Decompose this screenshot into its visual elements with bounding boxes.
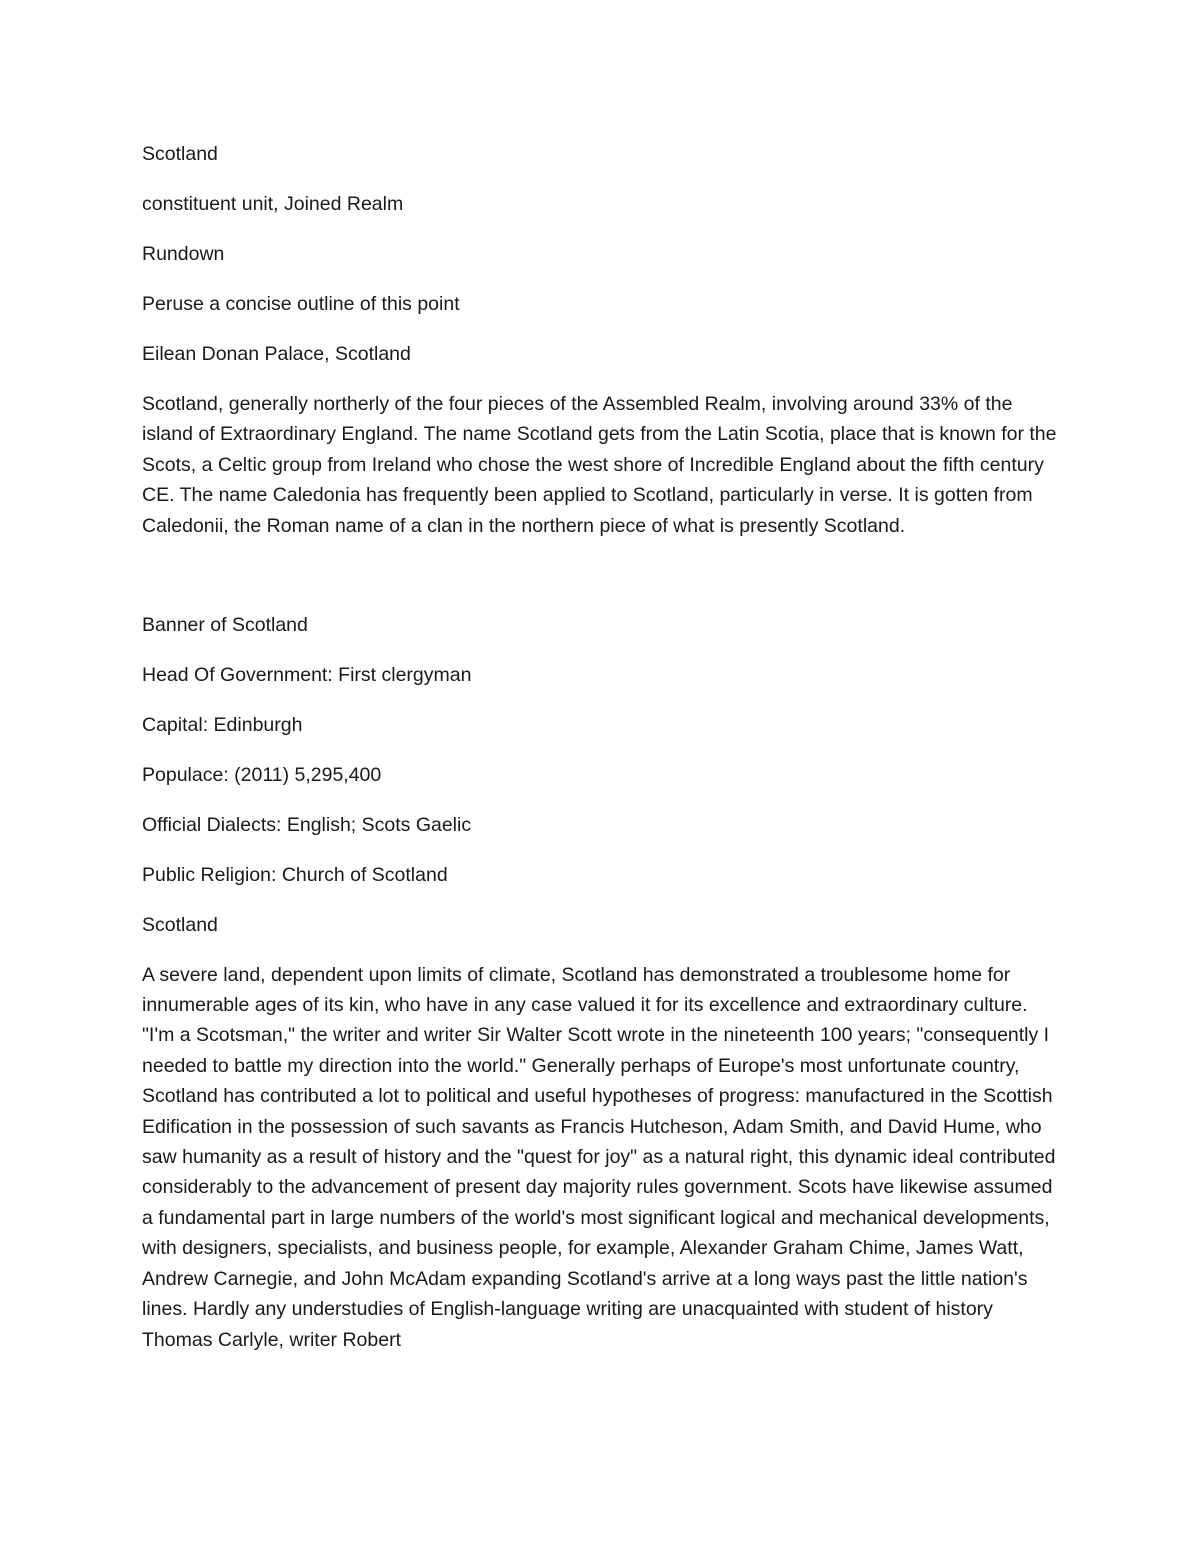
banner-caption: Banner of Scotland — [142, 613, 308, 636]
section-title: Scotland — [142, 913, 218, 936]
populace-fact: Populace: (2011) 5,295,400 — [142, 763, 382, 786]
intro-paragraph: Scotland, generally northerly of the four pieces of the Assembled Realm, involving around 33% of the island of Extraordinary England. The name Scotland gets from the Latin Scotia, place that is known for the Scots, a Celtic group from Ireland who chose the west shore of Incredible England about the fifth century CE. The name Caledonia has frequently been applied to Scotland, particularly in verse. It is gotten from Caledonii, the Roman name of a clan in the northern piece of what is presently Scotland. — [142, 393, 1057, 537]
body-paragraph: A severe land, dependent upon limits of climate, Scotland has demonstrated a troublesome home for innumerable ages of its kin, who have in any case valued it for its excellence and extraordinary culture. "I'm a Scotsman," the writer and writer Sir Walter Scott wrote in the nineteenth 100 years; "consequently I needed to battle my direction into the world." Generally perhaps of Europe's most unfortunate country, Scotland has contributed a lot to political and useful hypotheses of progress: manufactured in the Scottish Edification in the possession of such savants as Francis Hutcheson, Adam Smith, and David Hume, who saw humanity as a result of history and the "quest for joy" as a natural right, this dynamic ideal contributed considerably to the advancement of present day majority rules government. Scots have likewise assumed a fundamental part in large numbers of the world's most significant logical and mechanical developments, with designers, specialists, and business people, for example, Alexander Graham Chime, James Watt, Andrew Carnegie, and John McAdam expanding Scotland's arrive at a long ways past the little nation's lines. Hardly any understudies of English-language writing are unacquainted with student of history Thomas Carlyle, writer Robert — [142, 963, 1056, 1351]
capital-fact: Capital: Edinburgh — [142, 713, 303, 736]
rundown-label: Rundown — [142, 243, 225, 265]
document-page — [142, 139, 1062, 1375]
document-subtitle: constituent unit, Joined Realm — [142, 193, 404, 215]
document-title: Scotland — [142, 143, 218, 165]
official-dialects-fact: Official Dialects: English; Scots Gaelic — [142, 813, 472, 836]
section-spacer — [142, 561, 1062, 610]
head-of-government-fact: Head Of Government: First clergyman — [142, 663, 472, 686]
image-caption: Eilean Donan Palace, Scotland — [142, 343, 411, 365]
public-religion-fact: Public Religion: Church of Scotland — [142, 863, 448, 886]
outline-prompt: Peruse a concise outline of this point — [142, 293, 460, 315]
